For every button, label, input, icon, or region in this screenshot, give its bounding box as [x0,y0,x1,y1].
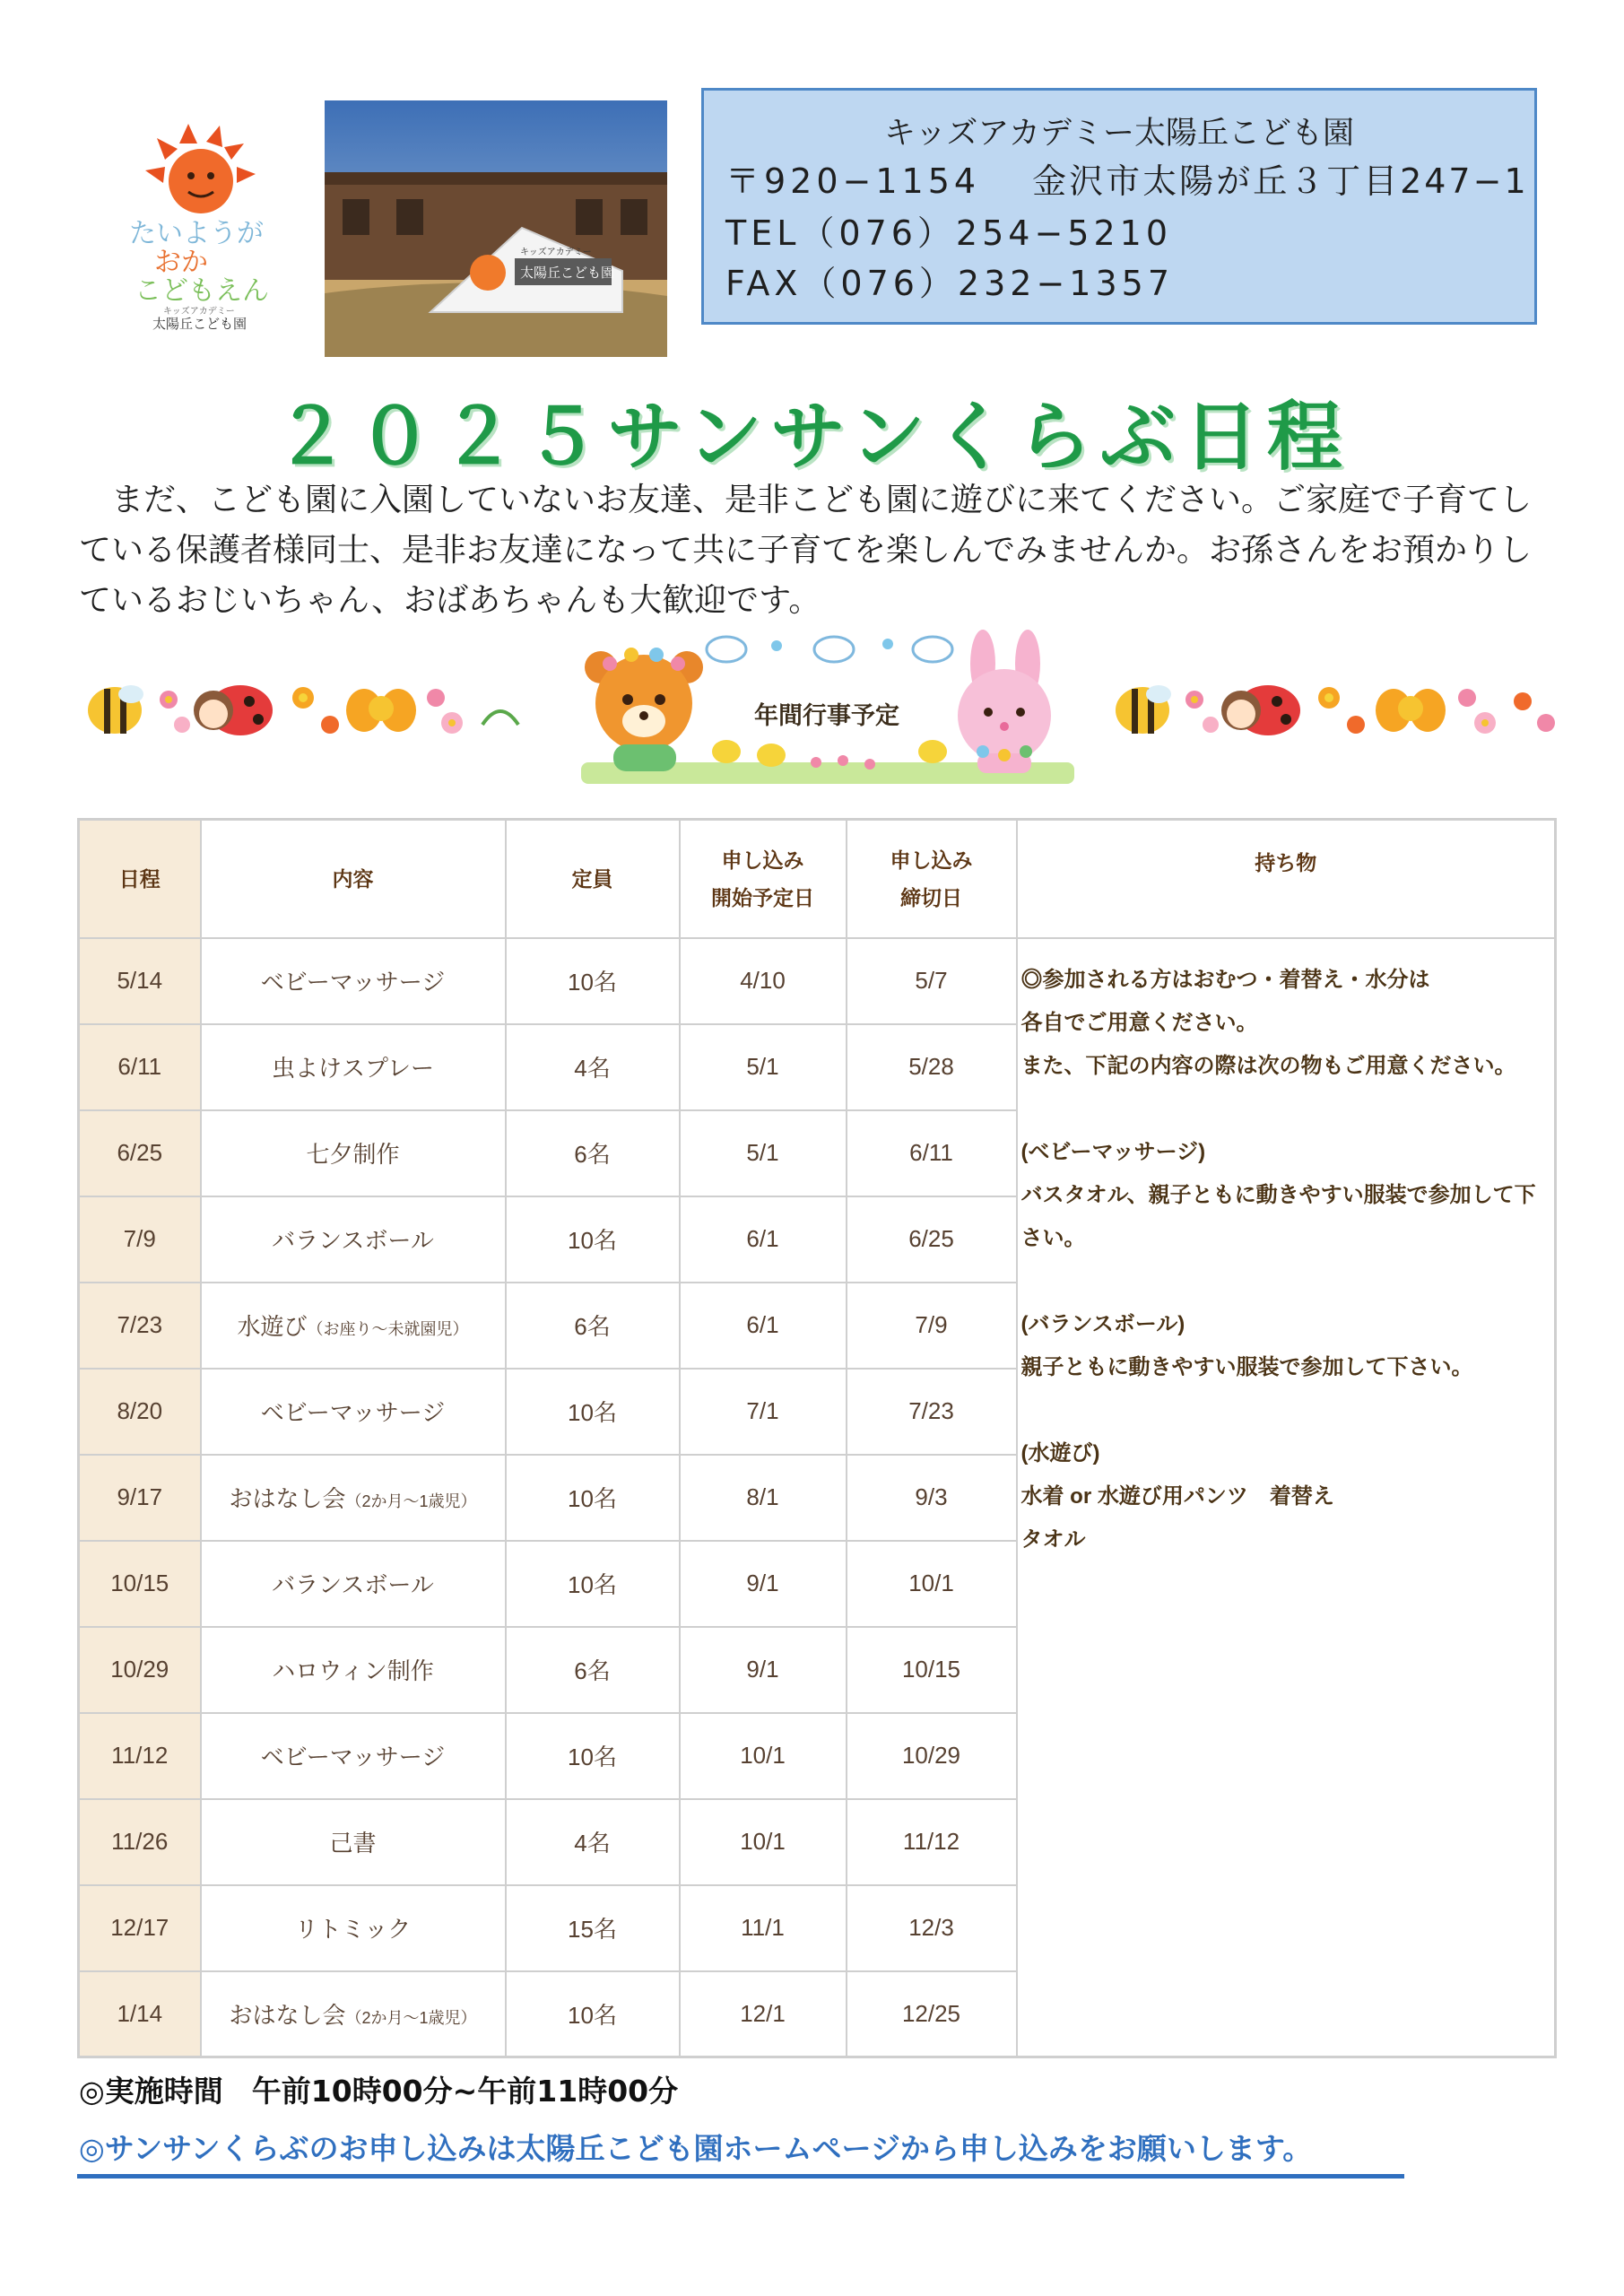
row-content-label: 虫よけスプレー [272,1055,434,1082]
rabbit-icon [958,630,1051,773]
row-content-label: バランスボール [272,1571,434,1598]
row-content-note: （2か月～1歳児） [345,2008,477,2027]
row-content-label: ベビーマッサージ [260,1744,446,1770]
row-apply-start: 12/1 [680,1971,847,2057]
row-content-label: ベビーマッサージ [260,969,446,996]
sun-logo-icon [126,108,278,332]
row-apply-start: 11/1 [680,1885,847,1971]
bee-icon [88,685,143,734]
row-apply-start: 7/1 [680,1369,847,1455]
logo-caption-small: キッズアカデミー [163,307,235,317]
header-deadline-line1: 申し込み [890,848,973,872]
row-content-label: リトミック [294,1916,412,1943]
intro-paragraph [79,475,1568,626]
row-content-label: 己書 [329,1830,377,1857]
items-line: タオル [1020,1526,1086,1552]
photo-sign-label: 太陽丘こども園 [520,265,615,281]
header-date: 日程 [79,820,201,938]
items-line: また、下記の内容の際は次の物もご用意ください。 [1020,1053,1516,1078]
items-line: 水着 or 水遊び用パンツ 着替え [1020,1483,1334,1509]
row-content [201,1110,506,1196]
items-line: 親子ともに動きやすい服装で参加して下さい。 [1020,1354,1473,1379]
row-date: 5/14 [79,938,201,1024]
row-apply-start: 9/1 [680,1627,847,1713]
address-line [725,153,1529,203]
annual-schedule-label: 年間行事予定 [754,702,899,730]
row-capacity: 10名 [506,1455,680,1541]
bee-ladybug-flowers-icon [79,671,545,752]
fax-number: FAX（076）232−1357 [725,264,1175,303]
row-apply-start: 10/1 [680,1713,847,1799]
header-content: 内容 [201,820,506,938]
row-capacity: 10名 [506,938,680,1024]
row-date: 7/9 [79,1196,201,1283]
row-apply-start: 10/1 [680,1799,847,1885]
tel-number: TEL（076）254−5210 [725,213,1173,253]
cloud-icon [707,637,952,662]
row-apply-start: 5/1 [680,1024,847,1110]
row-date: 10/29 [79,1627,201,1713]
street-address: 金沢市太陽が丘３丁目247−1 [1032,161,1529,201]
intro-line: ているおじいちゃん、おばあちゃんも大歓迎です。 [79,582,821,619]
row-date: 9/17 [79,1455,201,1541]
row-apply-start: 5/1 [680,1110,847,1196]
logo-text-line-3: こどもえん [135,275,269,307]
session-time-value: 午前10時00分~午前11時00分 [251,2074,679,2109]
row-content [201,1713,506,1799]
row-capacity: 15名 [506,1885,680,1971]
butterfly-icon [1376,689,1446,732]
row-deadline: 10/15 [847,1627,1017,1713]
row-date: 7/23 [79,1283,201,1369]
row-apply-start: 6/1 [680,1283,847,1369]
header-deadline [847,820,1017,938]
butterfly-icon [346,689,416,732]
row-deadline: 6/11 [847,1110,1017,1196]
row-content-label: バランスボール [272,1227,434,1254]
page-title: ２０２５サンサンくらぶ日程 [274,393,1350,481]
row-content [201,1971,506,2057]
row-deadline: 7/23 [847,1369,1017,1455]
logo-caption: 太陽丘こども園 [152,316,248,332]
logo-text-line-2: おか [154,247,208,278]
row-capacity: 6名 [506,1283,680,1369]
row-content [201,1627,506,1713]
row-capacity: 6名 [506,1627,680,1713]
school-name: キッズアカデミー太陽丘こども園 [884,116,1354,152]
header-deadline-line2: 締切日 [900,885,962,909]
row-content [201,1369,506,1455]
decoration-left [79,671,545,752]
row-content-label: 水遊び [237,1313,308,1340]
table-row [79,938,1556,1024]
row-content [201,938,506,1024]
building-photo [325,100,667,357]
row-date: 1/14 [79,1971,201,2057]
bee-ladybug-flowers-icon [1101,671,1568,752]
row-content-label: ベビーマッサージ [260,1399,446,1426]
bee-icon [1116,685,1171,734]
header-apply-start [680,820,847,938]
intro-line: まだ、こども園に入園していないお友達、是非こども園に遊びに来てください。ご家庭で子育てし [79,482,1533,518]
header-apply-start-line2: 開始予定日 [711,885,814,909]
row-apply-start: 9/1 [680,1541,847,1627]
kindergarten-logo [126,108,278,332]
items-line: バスタオル、親子ともに動きやすい服装で参加して下 [1020,1182,1536,1207]
row-capacity: 10名 [506,1971,680,2057]
items-line: (バランスボール) [1020,1311,1185,1336]
decoration-right [1101,671,1568,752]
row-content [201,1541,506,1627]
row-deadline: 12/3 [847,1885,1017,1971]
items-line: ◎参加される方はおむつ・着替え・水分は [1020,967,1430,992]
row-content-note: （2か月～1歳児） [345,1492,477,1510]
row-apply-start: 8/1 [680,1455,847,1541]
session-time-label: ◎実施時間 [79,2074,223,2109]
row-content-note: （お座り～未就園児） [307,1320,469,1338]
header-capacity: 定員 [506,820,680,938]
row-date: 12/17 [79,1885,201,1971]
row-deadline: 5/28 [847,1024,1017,1110]
contact-info-box [701,88,1537,325]
footer-underline [77,2174,1404,2179]
ladybug-icon [194,685,273,735]
row-content [201,1885,506,1971]
row-deadline: 10/29 [847,1713,1017,1799]
row-deadline: 9/3 [847,1455,1017,1541]
row-date: 10/15 [79,1541,201,1627]
row-capacity: 6名 [506,1110,680,1196]
items-line: (水遊び) [1020,1440,1100,1465]
row-content-label: おはなし会 [229,1485,346,1512]
row-content [201,1196,506,1283]
logo-text-line-1: たいようが [129,218,264,249]
row-content-label: 七夕制作 [306,1141,400,1168]
items-line: (ベビーマッサージ) [1020,1139,1206,1164]
header-items: 持ち物 [1017,820,1556,938]
header-apply-start-line1: 申し込み [721,848,804,872]
row-date: 11/26 [79,1799,201,1885]
row-deadline: 10/1 [847,1541,1017,1627]
items-cell [1017,938,1556,2057]
row-deadline: 7/9 [847,1283,1017,1369]
items-line [1021,1088,1553,1131]
items-line [1021,1260,1553,1303]
row-content-label: ハロウィン制作 [272,1657,434,1684]
application-note: ◎サンサンくらぶのお申し込みは太陽丘こども園ホームページから申し込みをお願いします。 [79,2131,1313,2166]
table-header-row [79,820,1556,938]
row-date: 6/11 [79,1024,201,1110]
row-capacity: 10名 [506,1713,680,1799]
items-line: 各自でご用意ください。 [1020,1010,1258,1035]
row-date: 6/25 [79,1110,201,1196]
row-capacity: 10名 [506,1541,680,1627]
row-deadline: 11/12 [847,1799,1017,1885]
decoration-banner [574,628,1081,789]
items-line: さい。 [1020,1225,1086,1250]
postal-code: 〒920−1154 [725,161,981,201]
row-capacity: 4名 [506,1024,680,1110]
row-capacity: 10名 [506,1196,680,1283]
items-line [1021,1389,1553,1432]
schedule-table [77,818,1557,2058]
row-capacity: 10名 [506,1369,680,1455]
intro-line: ている保護者様同士、是非お友達になって共に子育てを楽しんでみませんか。お孫さんをお預かりし [79,532,1533,569]
row-capacity: 4名 [506,1799,680,1885]
row-content [201,1799,506,1885]
row-content-label: おはなし会 [229,2001,346,2029]
photo-sign-small: キッズアカデミー [520,248,592,257]
row-content [201,1024,506,1110]
bear-icon [585,648,703,771]
row-apply-start: 6/1 [680,1196,847,1283]
row-deadline: 6/25 [847,1196,1017,1283]
row-deadline: 12/25 [847,1971,1017,2057]
ladybug-icon [1221,685,1300,735]
row-content [201,1455,506,1541]
building-photo-image [325,100,667,357]
row-apply-start: 4/10 [680,938,847,1024]
row-date: 11/12 [79,1713,201,1799]
row-date: 8/20 [79,1369,201,1455]
session-time [79,2068,678,2110]
row-content [201,1283,506,1369]
row-deadline: 5/7 [847,938,1017,1024]
